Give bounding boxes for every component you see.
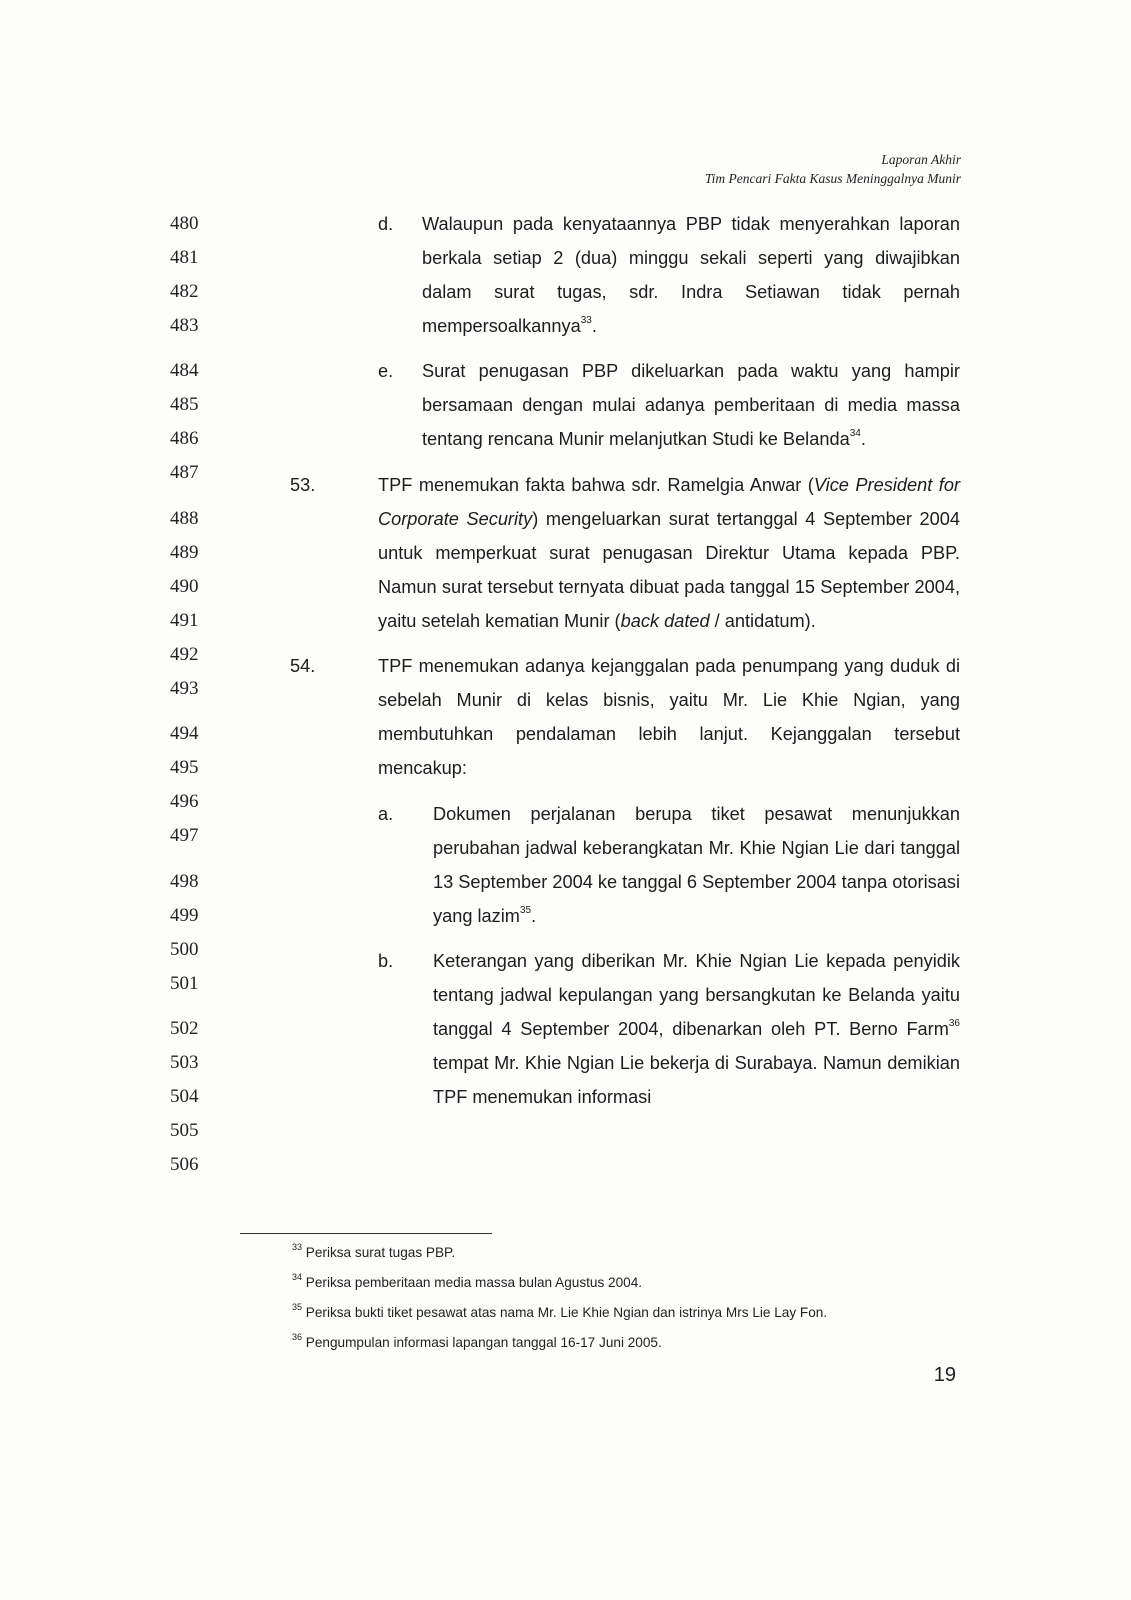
footnote-ref[interactable]: 36 (948, 1017, 960, 1029)
footnote-separator (240, 1233, 492, 1234)
footnote (292, 1238, 992, 1268)
footnote-number: 35 (292, 1302, 303, 1313)
footnote-ref[interactable]: 35 (519, 904, 532, 916)
page-number: 19 (933, 1364, 956, 1386)
footnote (292, 1328, 992, 1358)
item-label: a. (378, 803, 394, 824)
line-number-group (170, 1012, 220, 1182)
footnote-number: 34 (292, 1272, 303, 1283)
line-numbers (170, 207, 220, 1193)
line-number-group (170, 717, 220, 853)
line-number: 502 (170, 1017, 199, 1039)
line-number: 494 (170, 723, 199, 745)
paragraph-number: 53. (290, 474, 316, 495)
paragraph-text: TPF menemukan fakta bahwa sdr. Ramelgia Anwar (Vice President for Corporate Security) mengeluarkan surat tertanggal 4 September 2004 untuk memperkuat surat penugasan Direktur Utama kepada PBP. Namun surat tersebut ternyata dibuat pada tanggal 15 September 2004, yaitu setelah kematian Munir (back dated / antidatum). (378, 474, 961, 631)
line-number: 491 (170, 609, 199, 631)
line-number: 486 (170, 428, 199, 450)
line-number: 496 (170, 791, 199, 813)
line-number: 490 (170, 575, 199, 597)
document-body (290, 207, 960, 1125)
line-number: 500 (170, 938, 199, 960)
item-d (290, 207, 960, 343)
line-number: 503 (170, 1051, 199, 1073)
footnote-ref[interactable]: 34 (849, 428, 861, 440)
line-number: 506 (170, 1153, 199, 1175)
item-text: Walaupun pada kenyataannya PBP tidak menyerahkan laporan berkala setiap 2 (dua) minggu sekali seperti yang diwajibkan dalam surat tugas, sdr. Indra Setiawan tidak pernah mempersoalkannya$^{33}$. (422, 214, 960, 336)
paragraph-53 (290, 468, 960, 638)
line-number: 498 (170, 870, 199, 892)
footnote-text: Periksa bukti tiket pesawat atas nama Mr. Lie Khie Ngian dan istrinya Mrs Lie Lay Fon. (302, 1305, 828, 1320)
line-number: 485 (170, 394, 199, 416)
footnote (292, 1298, 992, 1328)
paragraph-number: 54. (290, 656, 316, 677)
header-report-title: Laporan Akhir (881, 152, 961, 167)
item-label: d. (378, 214, 394, 234)
header-team-title: Tim Pencari Fakta Kasus Meninggalnya Munir (704, 171, 961, 186)
line-number: 488 (170, 507, 199, 529)
line-number: 483 (170, 315, 199, 336)
line-number: 492 (170, 643, 199, 665)
line-number-group (170, 865, 220, 1001)
item-e (290, 354, 960, 456)
item-a (290, 797, 960, 933)
footnote-text: Periksa surat tugas PBP. (302, 1245, 456, 1260)
paragraph-text: TPF menemukan adanya kejanggalan pada penumpang yang duduk di sebelah Munir di kelas bisnis, yaitu Mr. Lie Khie Ngian, yang membutuhkan pendalaman lebih lanjut. Kejanggalan tersebut mencakup: (378, 656, 960, 779)
line-number: 484 (170, 360, 199, 382)
item-text: Surat penugasan PBP dikeluarkan pada waktu yang hampir bersamaan dengan mulai adanya pemberitaan di media massa tentang rencana Munir melanjutkan Studi ke Belanda$^{34}$. (422, 361, 960, 450)
item-text: Dokumen perjalanan berupa tiket pesawat menunjukkan perubahan jadwal keberangkatan Mr. Khie Ngian Lie dari tanggal 13 September 2004 ke tanggal 6 September 2004 tanpa otorisasi yang lazim$^{35}$. (433, 803, 960, 926)
line-number: 489 (170, 541, 199, 563)
footnotes (292, 1238, 992, 1358)
footnote-number: 33 (292, 1242, 303, 1253)
line-number: 505 (170, 1119, 199, 1141)
line-number: 501 (170, 972, 199, 994)
item-label: e. (378, 361, 394, 382)
line-number-group (170, 502, 220, 706)
footnote-text: Periksa pemberitaan media massa bulan Agustus 2004. (302, 1275, 643, 1290)
line-number: 480 (170, 213, 199, 234)
line-number-group (170, 207, 220, 343)
line-number-group (170, 354, 220, 490)
line-number: 499 (170, 904, 199, 926)
footnote (292, 1268, 992, 1298)
line-number: 481 (170, 247, 199, 268)
footnote-number: 36 (292, 1332, 303, 1343)
footnote-text: Pengumpulan informasi lapangan tanggal 16-17 Juni 2005. (302, 1335, 662, 1350)
footnote-ref[interactable]: 33 (580, 314, 592, 326)
line-number: 495 (170, 757, 199, 779)
paragraph-54 (290, 649, 960, 785)
item-text: Keterangan yang diberikan Mr. Khie Ngian Lie kepada penyidik tentang jadwal kepulangan yang bersangkutan ke Belanda yaitu tanggal 4 September 2004, dibenarkan oleh PT. Berno Farm$^{36}$ tempat Mr. Khie Ngian Lie bekerja di Surabaya. Namun demikian TPF menemukan informasi (433, 950, 960, 1107)
line-number: 504 (170, 1085, 199, 1107)
running-header (705, 150, 961, 188)
line-number: 497 (170, 825, 199, 847)
line-number: 482 (170, 281, 199, 302)
item-b (290, 944, 960, 1114)
line-number: 493 (170, 677, 199, 699)
item-label: b. (378, 950, 394, 971)
line-number: 487 (170, 462, 199, 484)
